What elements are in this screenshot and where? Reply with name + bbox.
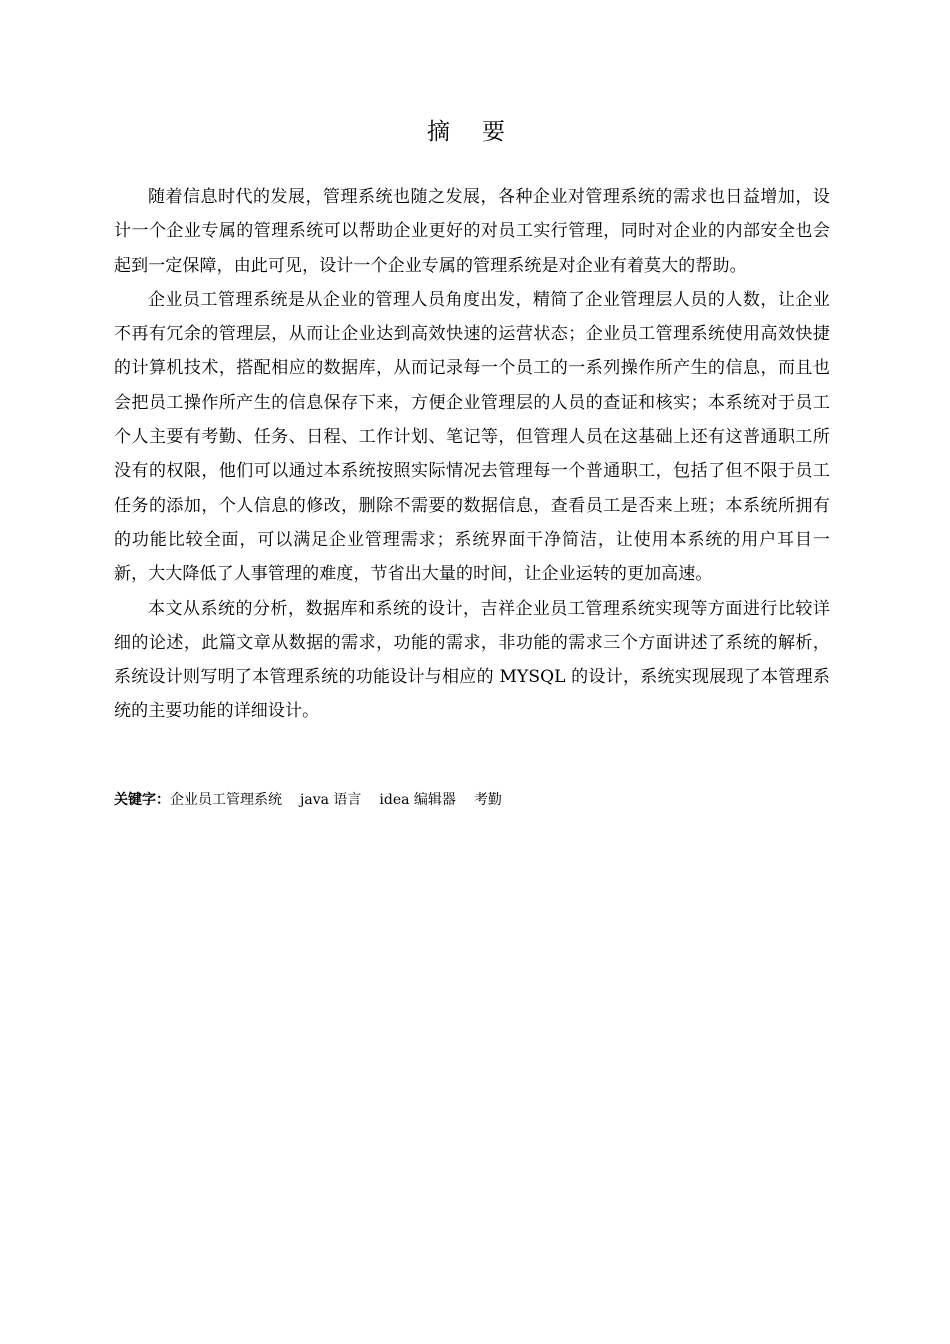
abstract-paragraph-1: 随着信息时代的发展，管理系统也随之发展，各种企业对管理系统的需求也日益增加，设计一个企业专属的管理系统可以帮助企业更好的对员工实行管理，同时对企业的内部安全也会起到一定保障，由此可见，设计一个企业专属的管理系统是对企业有着莫大的帮助。 (114, 187, 830, 276)
abstract-paragraph-3: 本文从系统的分析，数据库和系统的设计，吉祥企业员工管理系统实现等方面进行比较详细的论述，此篇文章从数据的需求，功能的需求，非功能的需求三个方面讲述了系统的解析，系统设计则写明了本管理系统的功能设计与相应的 MYSQL 的设计，系统实现展现了本管理系统的主要功能的详细设计。 (114, 598, 830, 722)
abstract-body (114, 180, 830, 729)
keyword-item: java 语言 (300, 792, 362, 808)
keyword-item: 企业员工管理系统 (170, 792, 282, 808)
keywords-line (114, 788, 520, 812)
keyword-item: 考勤 (473, 792, 502, 808)
keyword-item: idea 编辑器 (379, 792, 456, 808)
abstract-title: 摘要 (427, 119, 537, 145)
keywords-label: 关键字： (114, 792, 170, 808)
abstract-paragraph-2: 企业员工管理系统是从企业的管理人员角度出发，精简了企业管理层人员的人数，让企业不再有冗余的管理层，从而让企业达到高效快速的运营状态；企业员工管理系统使用高效快捷的计算机技术，搭配相应的数据库，从而记录每一个员工的一系列操作所产生的信息，而且也会把员工操作所产生的信息保存下来，方便企业管理层的人员的查证和核实；本系统对于员工个人主要有考勤、任务、日程、工作计划、笔记等，但管理人员在这基础上还有这普通职工所没有的权限，他们可以通过本系统按照实际情况去管理每一个普通职工，包括了但不限于员工任务的添加，个人信息的修改，删除不需要的数据信息，查看员工是否来上班；本系统所拥有的功能比较全面，可以满足企业管理需求；系统界面干净简洁，让使用本系统的用户耳目一新，大大降低了人事管理的难度，节省出大量的时间，让企业运转的更加高速。 (114, 289, 830, 585)
